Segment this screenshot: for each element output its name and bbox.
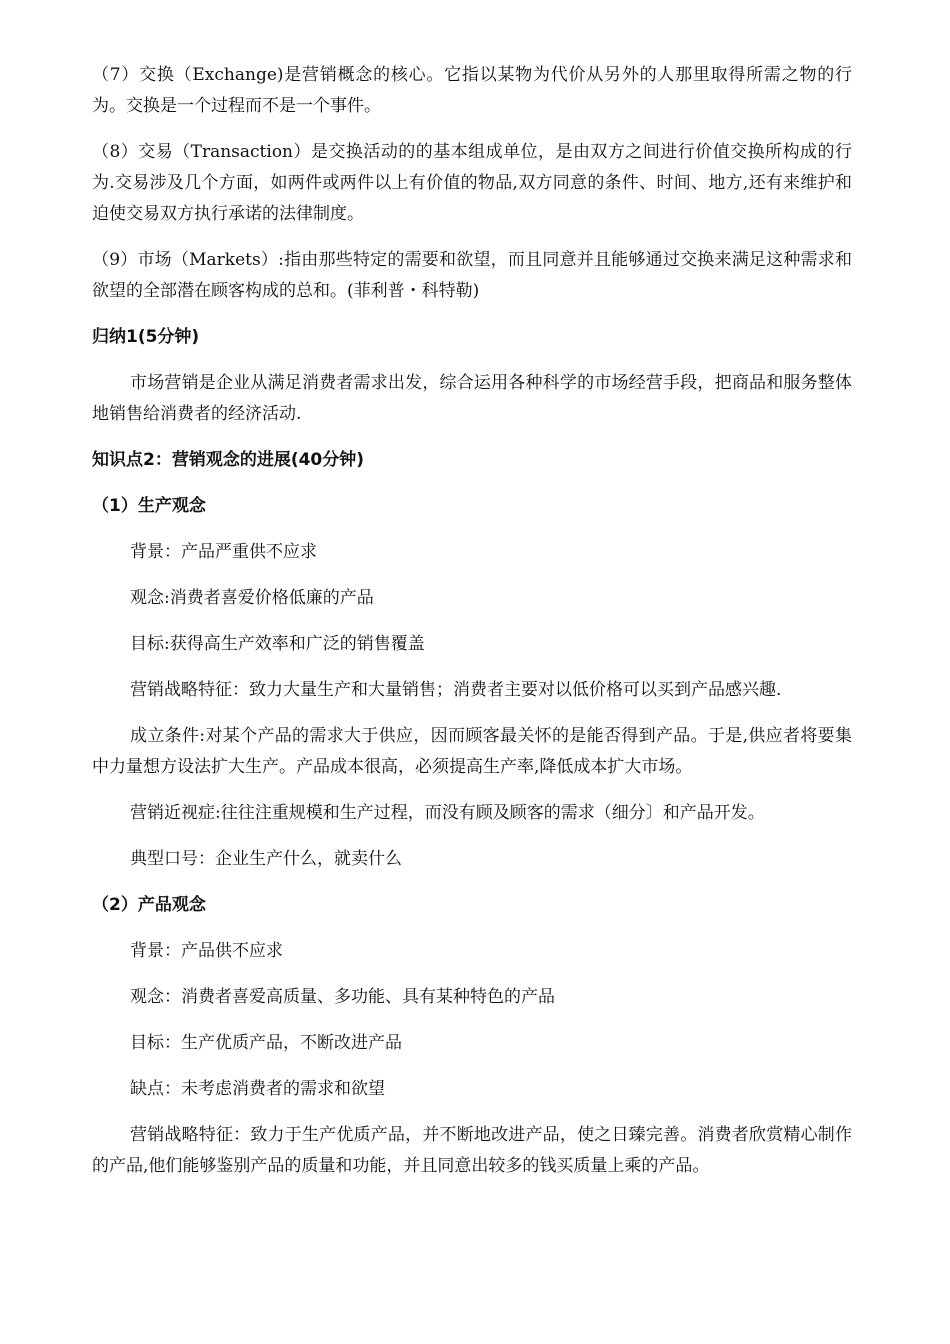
production-myopia: 营销近视症:往往注重规模和生产过程，而没有顾及顾客的需求（细分〕和产品开发。 [130,803,765,823]
production-concept: 观念:消费者喜爱价格低廉的产品 [130,588,374,608]
product-drawback: 缺点：未考虑消费者的需求和欲望 [130,1079,385,1099]
paragraph-markets: （9）市场（Markets）:指由那些特定的需要和欲望，而且同意并且能够通过交换来满足这种需求和欲望的全部潜在顾客构成的总和。(菲利普・科特勒) [92,250,852,301]
paragraph-transaction: （8）交易（Transaction）是交换活动的的基本组成单位，是由双方之间进行价值交换所构成的行为.交易涉及几个方面，如两件或两件以上有价值的物品,双方同意的条件、时间、地方,还有来维护和迫使交易双方执行承诺的法律制度。 [92,142,852,224]
production-background: 背景：产品严重供不应求 [130,542,317,562]
production-strategy: 营销战略特征：致力大量生产和大量销售；消费者主要对以低价格可以买到产品感兴趣. [130,680,782,700]
production-conditions: 成立条件:对某个产品的需求大于供应，因而顾客最关怀的是能否得到产品。于是,供应者将要集中力量想方设法扩大生产。产品成本很高，必须提高生产率,降低成本扩大市场。 [92,726,852,777]
product-background: 背景：产品供不应求 [130,941,283,961]
production-goal: 目标:获得高生产效率和广泛的销售覆盖 [130,634,425,654]
production-slogan: 典型口号：企业生产什么，就卖什么 [130,849,402,869]
product-strategy: 营销战略特征：致力于生产优质产品，并不断地改进产品，使之日臻完善。消费者欣赏精心制作的产品,他们能够鉴别产品的质量和功能，并且同意出较多的钱买质量上乘的产品。 [92,1125,852,1176]
product-concept: 观念：消费者喜爱高质量、多功能、具有某种特色的产品 [130,987,555,1007]
product-concept-heading: （2）产品观念 [92,895,206,915]
paragraph-exchange: （7）交换（Exchange)是营销概念的核心。它指以某物为代价从另外的人那里取得所需之物的行为。交换是一个过程而不是一个事件。 [92,65,852,116]
document-page [92,60,852,1197]
knowledge-point-heading: 知识点2：营销观念的进展(40分钟) [92,450,365,470]
summary-heading: 归纳1(5分钟) [92,327,200,347]
production-concept-heading: （1）生产观念 [92,496,206,516]
product-goal: 目标：生产优质产品，不断改进产品 [130,1033,402,1053]
summary-text: 市场营销是企业从满足消费者需求出发，综合运用各种科学的市场经营手段，把商品和服务整体地销售给消费者的经济活动. [92,373,852,424]
